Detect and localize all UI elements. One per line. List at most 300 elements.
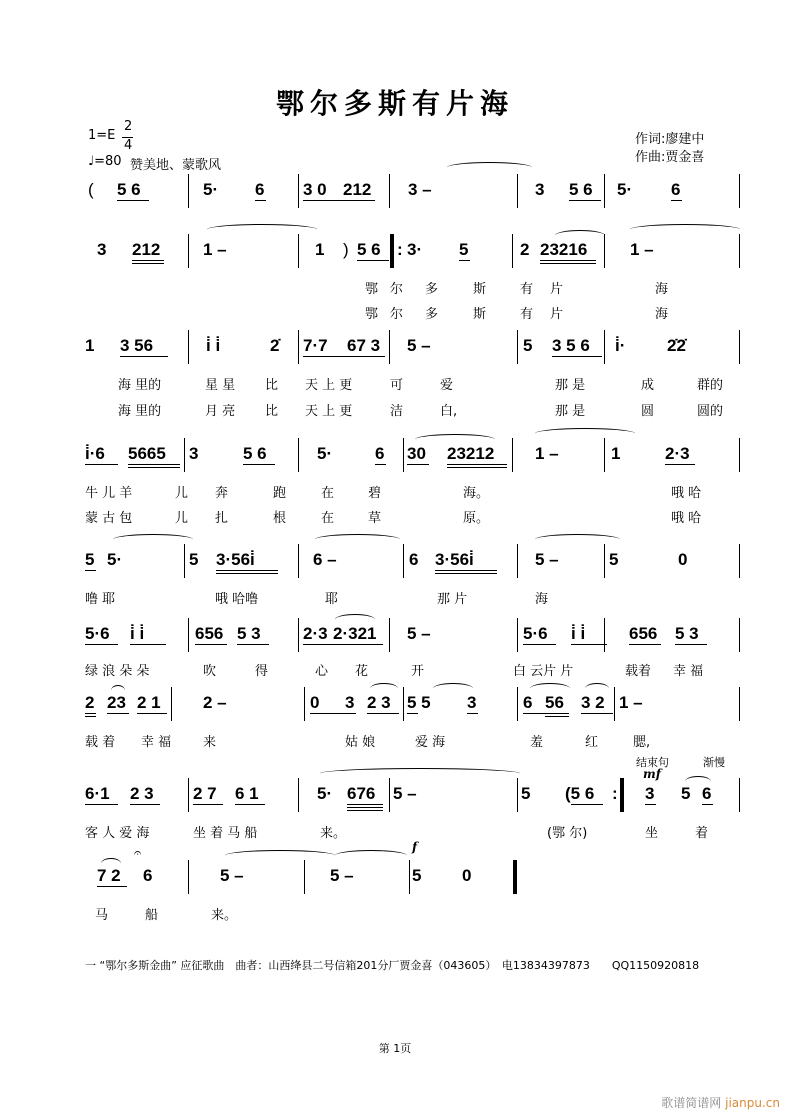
- lyric-syllable: 成: [641, 378, 655, 393]
- lyric-syllable: 尔: [390, 282, 404, 297]
- underline: [216, 573, 278, 574]
- lyric-syllable: (鄂 尔): [547, 826, 588, 841]
- slur: [585, 683, 609, 694]
- lyric-syllable: 有: [520, 307, 534, 322]
- staff-row-1: [85, 180, 740, 220]
- lyric-syllable: 绿 浪 朵 朵: [85, 664, 150, 679]
- underline: [347, 807, 383, 808]
- tempo-marking: ♩=80: [88, 154, 122, 169]
- note-group: 0: [678, 550, 688, 569]
- lyric-syllable: 鄂: [365, 282, 379, 297]
- note-group: 1 –: [535, 444, 559, 463]
- barline: [171, 687, 172, 721]
- slur: [101, 858, 121, 869]
- note-group: 6: [523, 693, 533, 712]
- slur: [320, 768, 520, 779]
- underline: [552, 356, 602, 357]
- lyric-line-2b: [85, 400, 740, 418]
- note-group: 67 3: [347, 336, 381, 355]
- note-group: 5 6: [243, 444, 267, 463]
- lyric-syllable: 哦 哈: [671, 486, 702, 501]
- lyric-syllable: 马: [95, 908, 109, 923]
- underline: [85, 644, 118, 645]
- note-group: 3 –: [408, 180, 432, 199]
- lyric-syllable: 儿: [175, 486, 189, 501]
- note-group: 5 6: [569, 180, 593, 199]
- lyric-syllable: 白 云片 片: [513, 664, 574, 679]
- slur: [111, 685, 125, 696]
- barline: [298, 330, 299, 364]
- lyric-syllable: 羞: [530, 735, 544, 750]
- note-group: 2·321: [333, 624, 377, 643]
- note-group: 2·3: [303, 624, 328, 643]
- lyric-line-8: [85, 904, 740, 922]
- note-group: 2 3: [367, 693, 391, 712]
- note-group: 6: [702, 784, 712, 803]
- lyric-syllable: 哦 哈噜: [215, 592, 259, 607]
- fermata-icon: 𝄐: [134, 846, 142, 861]
- lyric-syllable: 吹: [203, 664, 217, 679]
- lyric-syllable: 奔: [215, 486, 229, 501]
- lyric-syllable: 有: [520, 282, 534, 297]
- barline: [188, 778, 189, 812]
- underline: [645, 804, 656, 805]
- note-group: 3·: [407, 240, 423, 259]
- barline: [184, 544, 185, 578]
- time-signature-top: 2: [124, 119, 133, 134]
- note-group: 3: [645, 784, 655, 803]
- note-group: 0: [310, 693, 320, 712]
- underline: [523, 713, 569, 714]
- note-group: 5·: [317, 784, 333, 803]
- barline: [512, 438, 513, 472]
- underline: [85, 804, 118, 805]
- lyric-syllable: 群的: [697, 378, 724, 393]
- note-group: 6·1: [85, 784, 110, 803]
- lyric-syllable: 姑 娘: [345, 735, 376, 750]
- note-group: 656: [629, 624, 658, 643]
- underline: [665, 464, 695, 465]
- barline: [739, 778, 740, 812]
- staff-row-7: [85, 693, 740, 733]
- slur: [535, 428, 635, 439]
- lyric-syllable: 坐: [645, 826, 659, 841]
- underline: [216, 570, 278, 571]
- note-group: 2 3: [130, 784, 154, 803]
- staff-row-2: [85, 240, 740, 280]
- lyric-line-3a: [85, 482, 740, 500]
- staff-row-9: [85, 866, 740, 906]
- lyric-syllable: 在: [321, 486, 335, 501]
- note-group: 30: [407, 444, 426, 463]
- note-group: 23: [107, 693, 126, 712]
- lyric-syllable: 海 里的: [118, 378, 162, 393]
- lyric-line-6: [85, 731, 740, 749]
- underline: [303, 644, 383, 645]
- note-group: 1: [611, 444, 621, 463]
- underline: [540, 263, 596, 264]
- lyric-syllable: 那 是: [555, 378, 586, 393]
- note-group: 5 –: [330, 866, 354, 885]
- note-group: 5·: [617, 180, 633, 199]
- key-signature: 1=E: [88, 128, 116, 143]
- slur: [535, 534, 620, 545]
- note-group: 3 56: [120, 336, 154, 355]
- lyric-syllable: 心: [315, 664, 329, 679]
- lyric-syllable: 天 上 更: [305, 404, 353, 419]
- barline: [517, 330, 518, 364]
- barline: [389, 778, 390, 812]
- note-group: 5 3: [675, 624, 699, 643]
- repeat-start-barline: [390, 234, 394, 268]
- underline: [303, 356, 385, 357]
- staff-row-3: [85, 336, 740, 376]
- note-group: 3 5 6: [552, 336, 590, 355]
- note-group: i̇ i̇: [571, 624, 586, 643]
- ritardando-annotation: 渐慢: [703, 756, 725, 769]
- song-title: 鄂尔多斯有片海: [275, 87, 514, 120]
- note-group: i̇ i̇: [206, 336, 221, 355]
- underline: [132, 260, 164, 261]
- lyric-syllable: 爱: [440, 378, 454, 393]
- underline: [357, 260, 389, 261]
- lyric-syllable: 儿: [175, 511, 189, 526]
- note-group: 2: [520, 240, 530, 259]
- underline: [671, 200, 682, 201]
- note-group: 6 1: [235, 784, 259, 803]
- barline: [403, 687, 404, 721]
- note-group: 0: [462, 866, 472, 885]
- underline: [407, 713, 418, 714]
- note-group: 1 –: [203, 240, 227, 259]
- barline: [409, 860, 410, 894]
- staff-row-8: [85, 784, 740, 824]
- lyric-syllable: 噜 耶: [85, 592, 116, 607]
- note-group: 676: [347, 784, 376, 803]
- note-group: 3 2: [581, 693, 605, 712]
- note-group: 5: [523, 336, 533, 355]
- slur: [225, 850, 335, 861]
- underline: [540, 260, 596, 261]
- note-group: 5 5: [407, 693, 431, 712]
- lyric-syllable: 尔: [390, 307, 404, 322]
- lyric-syllable: 月 亮: [205, 404, 236, 419]
- lyric-line-5: [85, 660, 740, 678]
- note-group: 2 7: [193, 784, 217, 803]
- note-group: 5: [85, 550, 95, 569]
- lyric-line-1a: [85, 278, 740, 296]
- barline: [403, 438, 404, 472]
- underline: [569, 200, 601, 201]
- lyric-syllable: 斯: [473, 307, 487, 322]
- note-group: 1: [315, 240, 325, 259]
- barline: [389, 618, 390, 652]
- repeat-end-barline: [620, 778, 624, 812]
- note-group: 6 –: [313, 550, 337, 569]
- barline: [604, 234, 605, 268]
- note-group: 23212: [447, 444, 495, 463]
- slur: [370, 683, 398, 694]
- slur: [685, 776, 711, 787]
- note-group: 2 1: [137, 693, 161, 712]
- note-group: 5: [681, 784, 691, 803]
- lyric-syllable: 草: [368, 511, 382, 526]
- lyric-syllable: 腮,: [633, 735, 651, 750]
- lyric-syllable: 牛 儿 羊: [85, 486, 133, 501]
- lyric-syllable: 爱 海: [415, 735, 446, 750]
- barline: [389, 174, 390, 208]
- staff-row-6: [85, 624, 740, 664]
- slur: [415, 434, 495, 445]
- note-group: 2: [85, 693, 95, 712]
- note-group: 3·56i̇: [216, 550, 255, 569]
- note-group: 5: [459, 240, 469, 259]
- lyric-syllable: 圆的: [697, 404, 724, 419]
- lyric-syllable: 船: [145, 908, 159, 923]
- lyric-syllable: 鄂: [365, 307, 379, 322]
- note-group: 3·56i̇: [435, 550, 474, 569]
- note-group: 2̇2̇: [667, 336, 686, 355]
- staff-row-5: [85, 550, 740, 590]
- lyric-syllable: 蒙 古 包: [85, 511, 133, 526]
- note-group: 2̇: [270, 336, 280, 355]
- underline: [435, 570, 497, 571]
- barline: [188, 860, 189, 894]
- lyric-syllable: 客 人 爱 海: [85, 826, 150, 841]
- note-group: i̇·: [615, 336, 626, 355]
- lyric-syllable: 海: [655, 282, 669, 297]
- repeat-dots: :: [612, 784, 618, 803]
- underline: [243, 464, 275, 465]
- note-group: 3: [535, 180, 545, 199]
- barline: [739, 330, 740, 364]
- barline: [739, 687, 740, 721]
- note-group: 2 –: [203, 693, 227, 712]
- slur: [113, 534, 193, 545]
- underline: [702, 804, 713, 805]
- note-group: 5: [412, 866, 422, 885]
- underline: [467, 713, 478, 714]
- underline: [545, 716, 569, 717]
- note-group: i̇·6: [85, 444, 105, 463]
- note-group: 5: [521, 784, 531, 803]
- lyric-syllable: 多: [425, 307, 439, 322]
- note-group: 5·: [203, 180, 219, 199]
- note-group: 3 0: [303, 180, 327, 199]
- note-group: 5 –: [535, 550, 559, 569]
- underline: [571, 804, 603, 805]
- lyric-syllable: 哦 哈: [671, 511, 702, 526]
- barline: [298, 174, 299, 208]
- barline: [389, 330, 390, 364]
- underline: [571, 644, 607, 645]
- lyric-syllable: 片: [550, 282, 564, 297]
- barline: [614, 687, 615, 721]
- barline: [298, 618, 299, 652]
- note-group: 5 –: [220, 866, 244, 885]
- note-group: 1 –: [619, 693, 643, 712]
- lyric-syllable: 海: [655, 307, 669, 322]
- underline: [629, 644, 661, 645]
- barline: [298, 234, 299, 268]
- dynamic-f: f: [412, 840, 418, 854]
- note-group: 3: [97, 240, 107, 259]
- slur: [530, 683, 570, 694]
- underline: [459, 260, 470, 261]
- underline: [367, 713, 399, 714]
- lyric-syllable: 那 是: [555, 404, 586, 419]
- barline: [188, 174, 189, 208]
- lyric-line-7: [85, 822, 740, 840]
- watermark-text: 歌谱简谱网: [661, 1096, 722, 1110]
- barline: [604, 544, 605, 578]
- lyric-syllable: 跑: [273, 486, 287, 501]
- note-group: 5·6: [523, 624, 548, 643]
- underline: [675, 644, 707, 645]
- lyric-syllable: 天 上 更: [305, 378, 353, 393]
- barline: [739, 174, 740, 208]
- lyric-syllable: 碧: [368, 486, 382, 501]
- slur: [335, 614, 375, 625]
- underline: [130, 644, 166, 645]
- note-group: 5 3: [237, 624, 261, 643]
- note-group: 56: [545, 693, 564, 712]
- lyric-syllable: 来: [203, 735, 217, 750]
- lyricist-credit: 作词:廖建中: [635, 132, 705, 147]
- lyric-syllable: 耶: [325, 592, 339, 607]
- slur: [555, 230, 605, 241]
- note-group: 5 –: [393, 784, 417, 803]
- underline: [407, 464, 429, 465]
- underline: [435, 573, 497, 574]
- underline: [347, 804, 383, 805]
- paren-open: (: [88, 180, 94, 199]
- note-group: (5 6: [565, 784, 595, 803]
- barline: [604, 174, 605, 208]
- note-group: 5 6: [117, 180, 141, 199]
- barline: [184, 438, 185, 472]
- underline: [85, 716, 96, 717]
- lyric-syllable: 载着: [625, 664, 652, 679]
- underline: [107, 713, 129, 714]
- lyric-line-1b: [85, 303, 740, 321]
- note-group: 1 –: [630, 240, 654, 259]
- barline: [739, 544, 740, 578]
- lyric-line-3b: [85, 507, 740, 525]
- time-signature-bottom: 4: [124, 138, 133, 153]
- note-group: 7 2: [97, 866, 121, 885]
- lyric-syllable: 原。: [463, 511, 490, 526]
- underline: [132, 263, 164, 264]
- underline: [523, 644, 556, 645]
- composer-credit: 作曲:贾金喜: [635, 150, 705, 165]
- lyric-syllable: 红: [585, 735, 599, 750]
- note-group: 5665: [128, 444, 166, 463]
- lyric-syllable: 比: [265, 404, 279, 419]
- barline: [739, 618, 740, 652]
- lyric-syllable: 来。: [211, 908, 238, 923]
- barline: [298, 544, 299, 578]
- underline: [235, 804, 265, 805]
- note-group: 3: [189, 444, 199, 463]
- lyric-syllable: 星 星: [205, 378, 236, 393]
- lyric-syllable: 在: [321, 511, 335, 526]
- underline: [581, 713, 613, 714]
- lyric-syllable: 海 里的: [118, 404, 162, 419]
- note-group: 5: [189, 550, 199, 569]
- underline: [193, 804, 223, 805]
- underline: [310, 713, 356, 714]
- note-group: 5 6: [357, 240, 381, 259]
- barline: [188, 618, 189, 652]
- barline: [517, 687, 518, 721]
- lyric-syllable: 那 片: [437, 592, 468, 607]
- barline: [188, 330, 189, 364]
- underline: [128, 464, 180, 465]
- lyric-line-4: [85, 588, 740, 606]
- note-group: 5·: [107, 550, 123, 569]
- lyric-syllable: 花: [355, 664, 369, 679]
- barline: [188, 234, 189, 268]
- ending-annotation: 结束句: [636, 756, 669, 769]
- lyric-line-2a: [85, 374, 740, 392]
- watermark-domain: jianpu.cn: [725, 1096, 780, 1110]
- note-group: i̇ i̇: [130, 624, 145, 643]
- footer-note: 一 “鄂尔多斯金曲” 应征歌曲 曲者：山西绛县二号信箱201分厂贾金喜（043605） 电13834397873 QQ1150920818: [85, 959, 700, 972]
- note-group: 3: [467, 693, 477, 712]
- barline: [304, 687, 305, 721]
- repeat-dots: :: [397, 240, 403, 259]
- slur: [447, 162, 532, 173]
- barline: [298, 438, 299, 472]
- lyric-syllable: 海: [535, 592, 549, 607]
- underline: [195, 644, 227, 645]
- lyric-syllable: 洁: [390, 404, 404, 419]
- underline: [85, 570, 96, 571]
- lyric-syllable: 片: [550, 307, 564, 322]
- lyric-syllable: 白,: [440, 404, 458, 419]
- underline: [97, 886, 127, 887]
- barline: [604, 438, 605, 472]
- underline: [237, 644, 269, 645]
- lyric-syllable: 海。: [463, 486, 490, 501]
- page-number: 第 1页: [378, 1042, 412, 1055]
- lyric-syllable: 斯: [473, 282, 487, 297]
- note-group: 5·6: [85, 624, 110, 643]
- underline: [128, 467, 180, 468]
- note-group: 656: [195, 624, 224, 643]
- barline: [517, 778, 518, 812]
- final-barline: [513, 860, 517, 894]
- barline: [517, 618, 518, 652]
- lyric-syllable: 开: [411, 664, 425, 679]
- note-group: 6: [143, 866, 153, 885]
- lyric-syllable: 扎: [215, 511, 229, 526]
- underline: [137, 713, 167, 714]
- barline: [304, 860, 305, 894]
- barline: [739, 438, 740, 472]
- underline: [447, 464, 507, 465]
- lyric-syllable: 可: [390, 378, 404, 393]
- underline: [447, 467, 507, 468]
- note-group: 5 –: [407, 624, 431, 643]
- note-group: 3: [345, 693, 355, 712]
- staff-row-4: [85, 444, 740, 484]
- barline: [403, 544, 404, 578]
- lyric-syllable: 得: [255, 664, 269, 679]
- lyric-syllable: 坐 着 马 船: [193, 826, 258, 841]
- note-group: 1: [85, 336, 95, 355]
